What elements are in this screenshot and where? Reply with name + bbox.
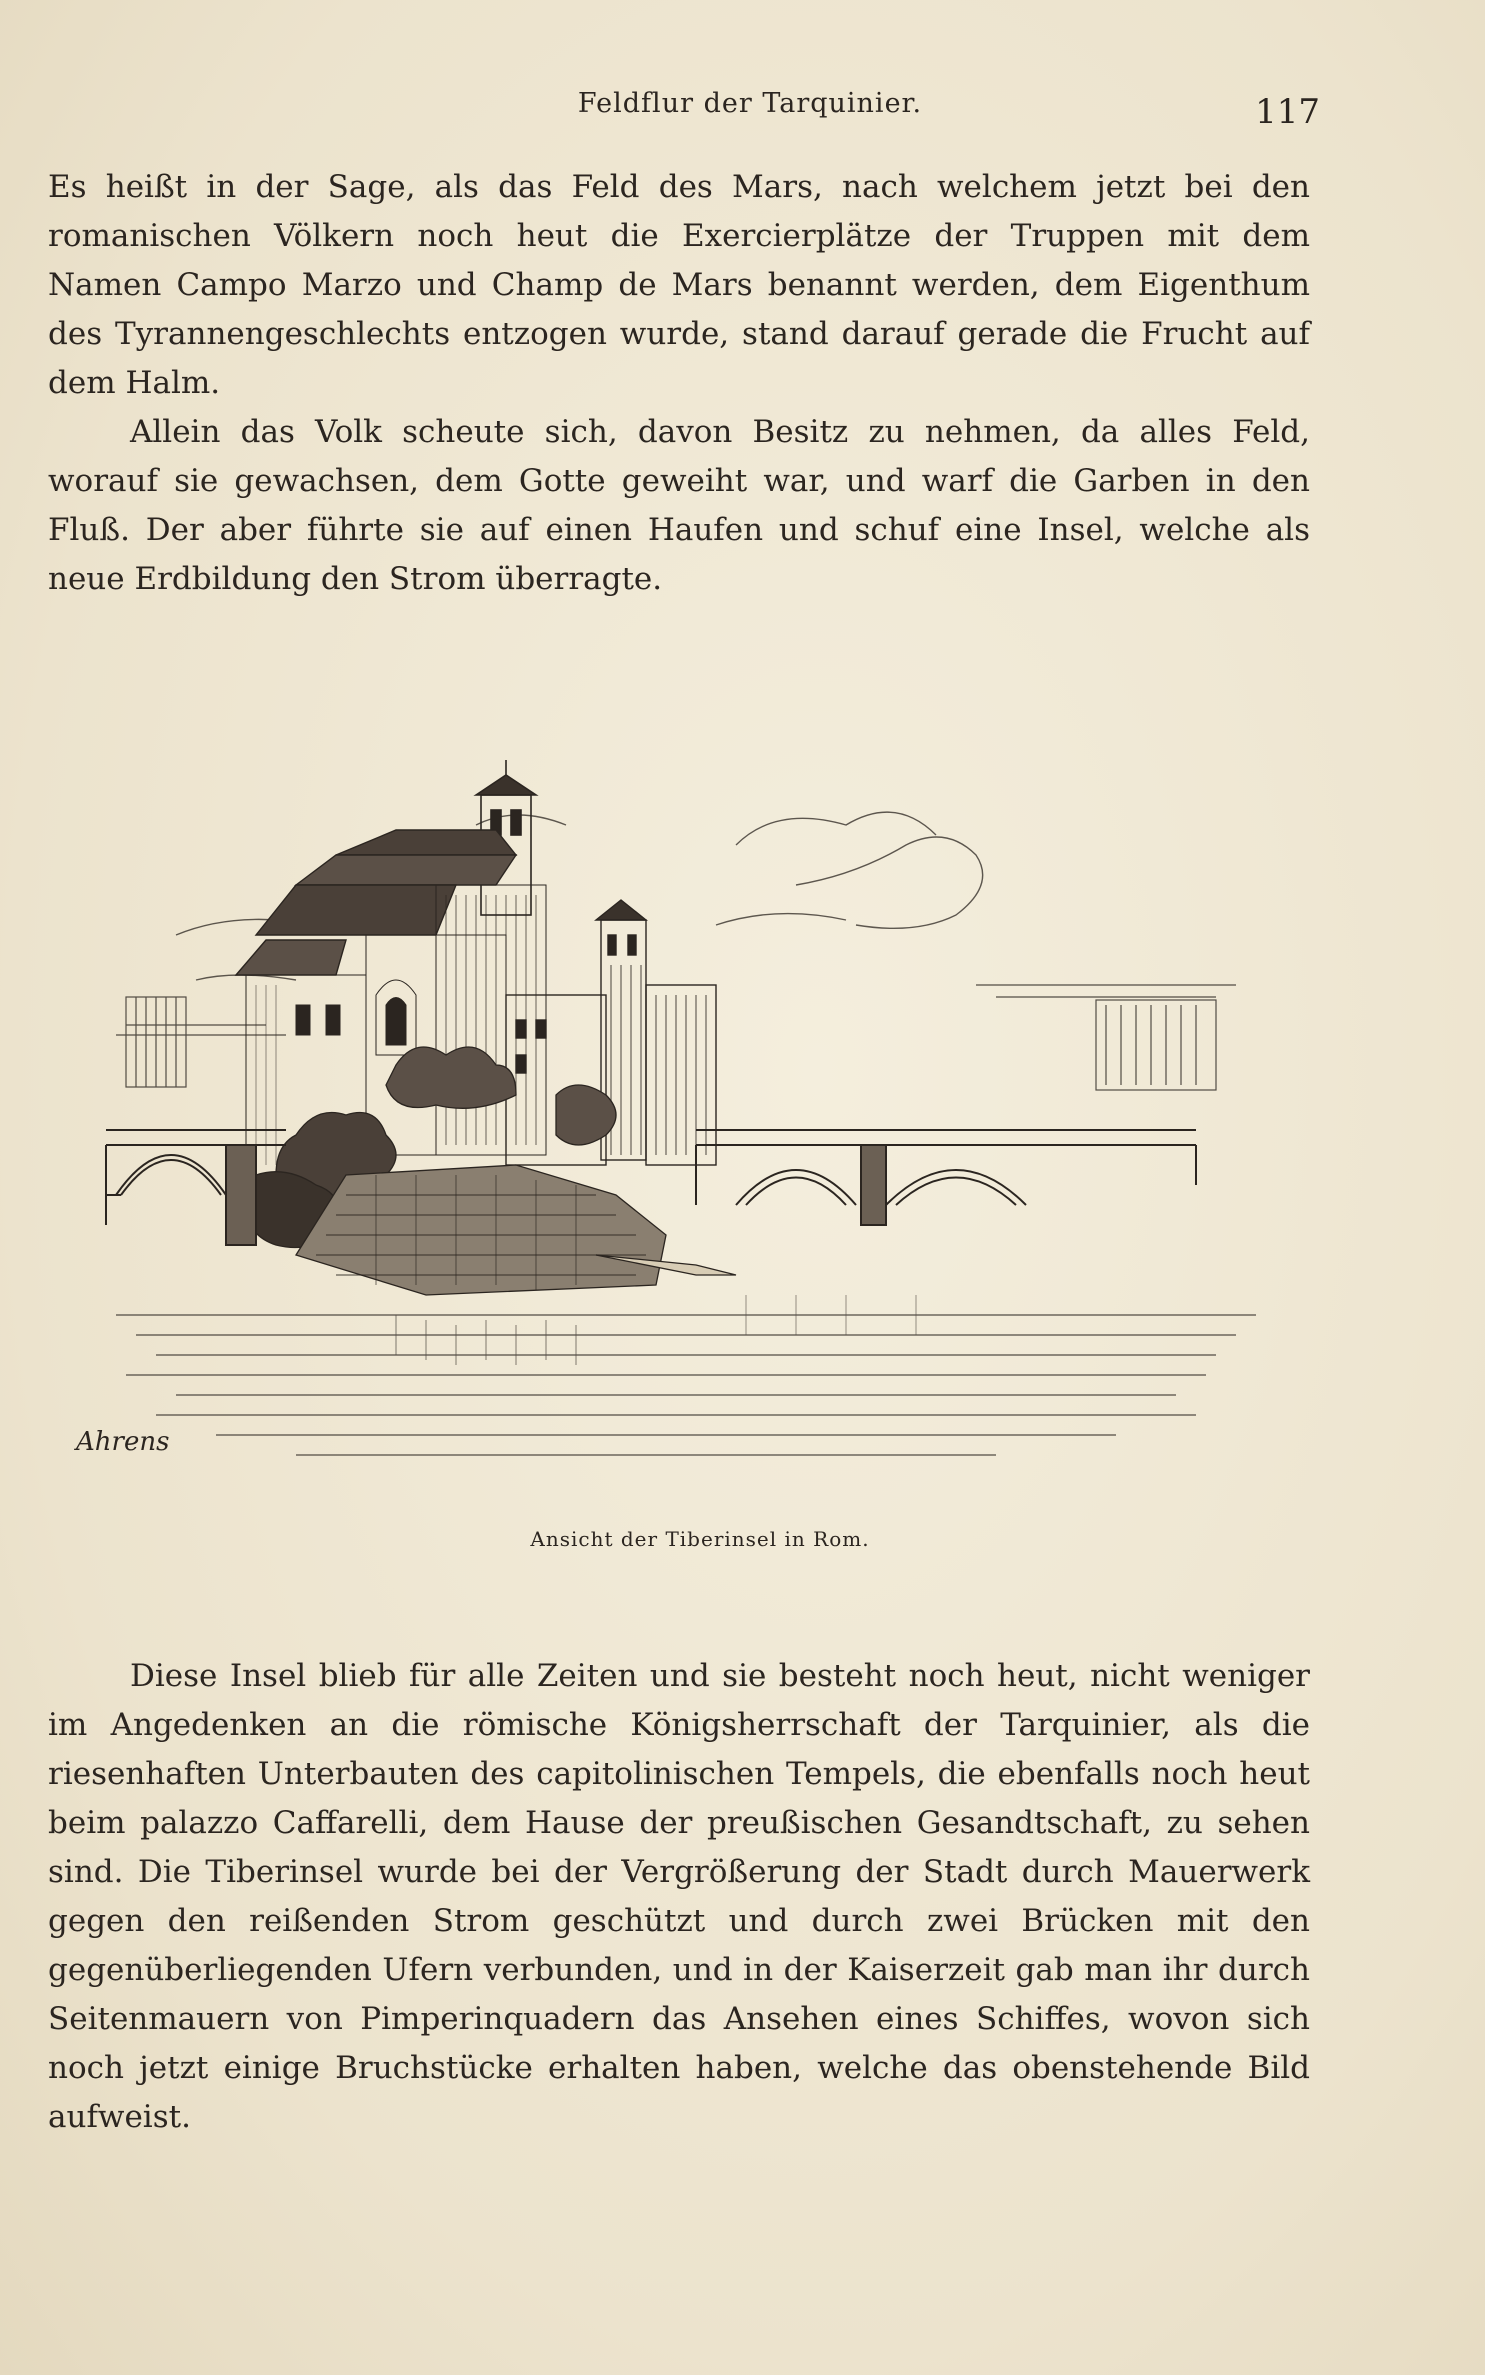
engraving-tiber-island	[76, 735, 1296, 1495]
running-head: Feldflur der Tarquinier.	[577, 88, 923, 119]
paragraph: Es heißt in der Sage, als das Feld des Mars, nach welchem jetzt bei den romanischen Völkern noch heut die Exercierplätze der Truppen mit dem Namen Campo Marzo und Champ de Mars benannt werden, dem Eigenthum des Tyrannengeschlechts entzogen wurde, stand darauf gerade die Frucht auf dem Halm.	[48, 169, 1310, 401]
paragraph: Diese Insel blieb für alle Zeiten und sie besteht noch heut, nicht weniger im Angedenken an die römische Königsherrschaft der Tarquinier, als die riesenhaften Unterbauten des capitolinischen Tempels, die ebenfalls noch heut beim palazzo Caffarelli, dem Hause der preußischen Gesandtschaft, zu sehen sind. Die Tiberinsel wurde bei der Vergrößerung der Stadt durch Mauerwerk gegen den reißenden Strom geschützt und durch zwei Brücken mit den gegenüberliegenden Ufern verbunden, und in der Kaiserzeit gab man ihr durch Seitenmauern von Pimperinquadern das Ansehen eines Schiffes, wovon sich noch jetzt einige Bruchstücke erhalten haben, welche das obenstehende Bild aufweist.	[48, 1658, 1310, 2135]
page-number: 117	[1255, 92, 1320, 132]
text-block-top	[48, 163, 1310, 604]
figure-caption: Ansicht der Tiberinsel in Rom.	[530, 1527, 870, 1551]
paragraph: Allein das Volk scheute sich, davon Besitz zu nehmen, da alles Feld, worauf sie gewachsen, dem Gotte geweiht war, und warf die Garben in den Fluß. Der aber führte sie auf einen Haufen und schuf eine Insel, welche als neue Erdbildung den Strom überragte.	[48, 414, 1310, 597]
artist-signature: Ahrens	[76, 1427, 170, 1457]
text-block-bottom	[48, 1652, 1310, 2142]
